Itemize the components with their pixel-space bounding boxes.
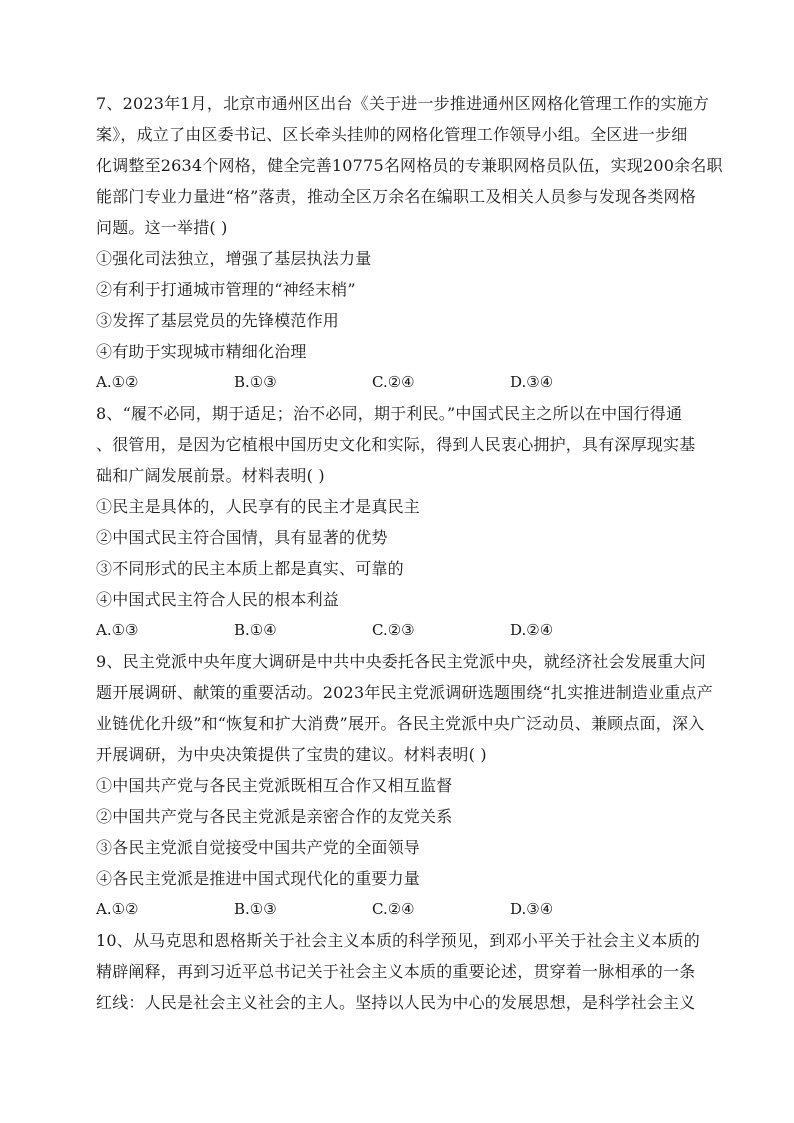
stem-line: 10、从马克思和恩格斯关于社会主义本质的科学预见，到邓小平关于社会主义本质的 [96, 931, 700, 950]
question-stem [96, 646, 713, 770]
choice-a: A.①③ [96, 621, 139, 639]
choice-b: B.①④ [234, 621, 277, 639]
statement-option: ②有利于打通城市管理的“神经末梢” [96, 280, 356, 299]
choice-d: D.③④ [510, 373, 554, 391]
statement-option: ③不同形式的民主本质上都是真实、可靠的 [96, 559, 404, 578]
question-stem [96, 398, 698, 491]
stem-line: 8、“履不必同，期于适足；治不必同，期于利民。”中国式民主之所以在中国行得通 [96, 404, 683, 423]
choice-d: D.③④ [510, 900, 554, 918]
stem-line: 础和广阔发展前景。材料表明( ) [96, 466, 325, 485]
choice-a: A.①② [96, 900, 139, 918]
question-9 [96, 646, 713, 925]
choice-b: B.①③ [234, 373, 277, 391]
statement-option: ④各民主党派是推进中国式现代化的重要力量 [96, 869, 421, 888]
stem-line: 业链优化升级”和“恢复和扩大消费”展开。各民主党派中央广泛动员、兼顾点面，深入 [96, 714, 705, 733]
stem-line: 7、2023年1月，北京市通州区出台《关于进一步推进通州区网格化管理工作的实施方 [96, 94, 710, 113]
choice-c: C.②④ [372, 900, 415, 918]
answer-choices [96, 615, 698, 646]
stem-line: 案》，成立了由区委书记、区长牵头挂帅的网格化管理工作领导小组。全区进一步细 [96, 125, 688, 144]
stem-line: 红线：人民是社会主义社会的主人。坚持以人民为中心的发展思想，是科学社会主义 [96, 993, 696, 1012]
choice-b: B.①③ [234, 900, 277, 918]
stem-line: 化调整至2634个网格，健全完善10775名网格员的专兼职网格员队伍，实现200余名职 [96, 156, 723, 175]
statement-option: ③发挥了基层党员的先锋模范作用 [96, 311, 340, 330]
choice-c: C.②④ [372, 373, 415, 391]
stem-line: 精辟阐释，再到习近平总书记关于社会主义本质的重要论述，贯穿着一脉相承的一条 [96, 962, 696, 981]
stem-line: 9、民主党派中央年度大调研是中共中央委托各民主党派中央，就经济社会发展重大问 [96, 652, 706, 671]
choice-c: C.②③ [372, 621, 415, 639]
statement-option: ④有助于实现城市精细化治理 [96, 342, 307, 361]
question-7 [96, 88, 723, 398]
exam-page [96, 88, 723, 1018]
question-10 [96, 925, 698, 1018]
question-stem [96, 925, 698, 1018]
statement-option: ④中国式民主符合人民的根本利益 [96, 590, 340, 609]
choice-a: A.①② [96, 373, 139, 391]
question-stem [96, 88, 723, 243]
choice-d: D.②④ [510, 621, 554, 639]
statement-option: ③各民主党派自觉接受中国共产党的全面领导 [96, 838, 421, 857]
stem-line: 开展调研，为中央决策提供了宝贵的建议。材料表明( ) [96, 745, 487, 764]
stem-line: 问题。这一举措( ) [96, 218, 228, 237]
statement-option: ②中国式民主符合国情，具有显著的优势 [96, 528, 388, 547]
answer-choices [96, 367, 698, 398]
statement-option: ①民主是具体的，人民享有的民主才是真民主 [96, 497, 421, 516]
question-8 [96, 398, 698, 646]
stem-line: 、很管用，是因为它植根中国历史文化和实际，得到人民衷心拥护，具有深厚现实基 [96, 435, 696, 454]
statement-option: ①强化司法独立，增强了基层执法力量 [96, 249, 372, 268]
statement-option: ①中国共产党与各民主党派既相互合作又相互监督 [96, 776, 453, 795]
stem-line: 题开展调研、献策的重要活动。2023年民主党派调研选题围绕“扎实推进制造业重点产 [96, 683, 713, 702]
stem-line: 能部门专业力量进“格”落责，推动全区万余名在编职工及相关人员参与发现各类网格 [96, 187, 696, 206]
statement-option: ②中国共产党与各民主党派是亲密合作的友党关系 [96, 807, 453, 826]
answer-choices [96, 894, 698, 925]
